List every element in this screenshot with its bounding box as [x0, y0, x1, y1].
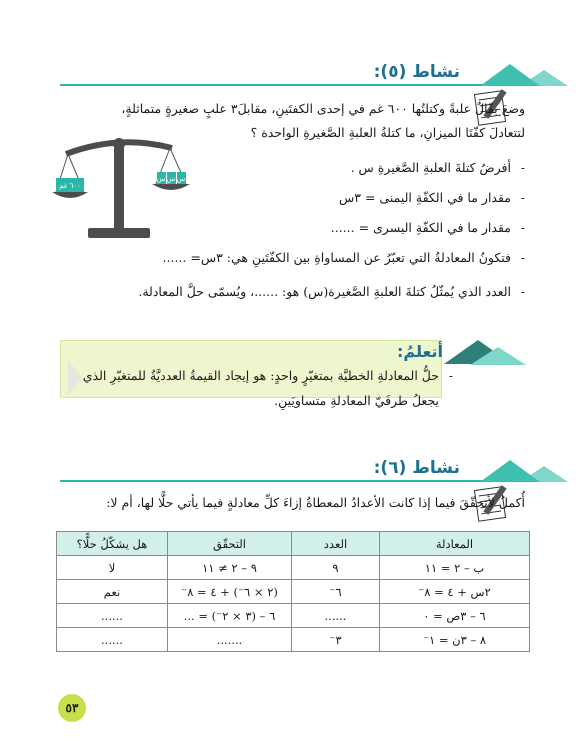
- column-header-check: التحقّق: [168, 532, 292, 556]
- balance-scale-icon: [52, 130, 202, 242]
- table-cell: ......: [292, 604, 380, 628]
- activity-5-title: نشاط (٥):: [368, 62, 466, 82]
- table-row: [57, 628, 530, 652]
- header-rule: [60, 84, 510, 86]
- activity-5-bullet: - مقدار ما في الكفّةِ اليمنى = ٣س: [339, 190, 511, 205]
- activity-5-bullet: - مقدار ما في الكفّةِ اليسرى = ......: [331, 220, 511, 235]
- header-rule: [60, 480, 510, 482]
- activity-6-title: نشاط (٦):: [368, 458, 466, 478]
- table-cell: .......: [168, 628, 292, 652]
- learn-line2: يجعلُ طرفَيّ المعادلةِ متساويَينِ.: [274, 393, 439, 408]
- table-cell: ......: [57, 604, 168, 628]
- table-cell: (٢ × ٦⁻) + ٤ = ٨⁻: [168, 580, 292, 604]
- table-cell: ٩ – ٢ ≠ ١١: [168, 556, 292, 580]
- table-cell: ......: [57, 628, 168, 652]
- scale-left-label: ٦٠٠ غم: [59, 182, 81, 190]
- column-header-is-solution: هل يشكّلُ حلًّا؟: [57, 532, 168, 556]
- activity-6-intro: أُكملُ لأتحقّقَ فيما إذا كانت الأعدادُ المعطاةُ إزاءَ كلِّ معادلةٍ فيما يأتي حلًّا لها، أم لا:: [106, 495, 525, 510]
- learn-title: أتعلمُ:: [397, 342, 443, 361]
- scale-right-label-1: س: [156, 175, 166, 183]
- activity-5-bullet: - فتكونُ المعادلةُ التي تعبّرُ عن المساواةِ بين الكفّتَينِ هي: ٣س= ......: [163, 250, 511, 265]
- learn-triangle-light: [470, 347, 526, 365]
- table-row: [57, 556, 530, 580]
- activity-5-intro-line2: لتتعادلَ كفّتَا الميزانِ، ما كتلةُ العلبةِ الصَّغيرةِ الواحدة ؟: [250, 125, 525, 140]
- scale-right-label-3: س: [176, 175, 186, 183]
- scale-right-label-2: س: [166, 175, 176, 183]
- table-row: [57, 580, 530, 604]
- activity-5-bullet: - أفرضُ كتلةَ العلبةِ الصَّغيرةِ س .: [351, 160, 511, 175]
- learn-line1: - حلُّ المعادلةِ الخطيَّة بمتغيّرٍ واحدٍ: هو إيجاد القيمةُ العدديَّةُ للمتغيّرِ الذي: [69, 368, 439, 383]
- activity-6-header: [60, 460, 510, 494]
- table-cell: ٦ – (٣ × ٢⁻) = ...: [168, 604, 292, 628]
- column-header-number: العدد: [292, 532, 380, 556]
- table-cell: لا: [57, 556, 168, 580]
- header-triangle: [480, 460, 540, 482]
- table-cell: ٩: [292, 556, 380, 580]
- table-header-row: [57, 532, 530, 556]
- table-cell: ب – ٢ = ١١: [380, 556, 530, 580]
- page-number-badge: ٥٣: [58, 694, 86, 722]
- table-cell: ٦⁻: [292, 580, 380, 604]
- table-cell: ٢س + ٤ = ٨⁻: [380, 580, 530, 604]
- equations-table: [56, 531, 530, 652]
- activity-5-header: [60, 64, 510, 98]
- activity-5-bullet: - العدد الذي يُمثّلُ كتلةَ العلبةِ الصَّغيرة(س) هو: ......، ويُسمّى حلَّ المعادلة.: [138, 284, 511, 299]
- table-row: [57, 604, 530, 628]
- table-cell: نعم: [57, 580, 168, 604]
- column-header-equation: المعادلة: [380, 532, 530, 556]
- table-cell: ٦ – ٣ص = ٠: [380, 604, 530, 628]
- table-cell: ٣⁻: [292, 628, 380, 652]
- table-cell: ٨ – ٣ن = ١⁻: [380, 628, 530, 652]
- activity-5-intro-line1: وضعَ بقّالٌ علبةً وكتلتُها ٦٠٠ غم في إحدى الكفتَينِ، مقابلَ٣ علبٍ صغيرةٍ متماثلةٍ،: [121, 101, 525, 116]
- header-triangle: [480, 64, 540, 86]
